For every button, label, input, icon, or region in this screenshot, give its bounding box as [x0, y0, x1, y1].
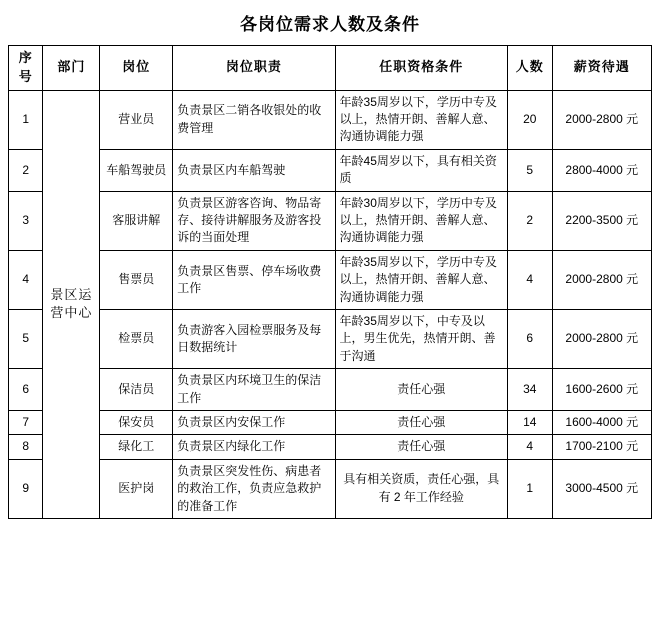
- cell-pay: 1700-2100 元: [552, 435, 651, 459]
- cell-post: 检票员: [100, 309, 173, 368]
- cell-count: 4: [507, 435, 552, 459]
- cell-index: 8: [9, 435, 43, 459]
- column-header-department: 部门: [43, 46, 100, 91]
- column-header-duty: 岗位职责: [173, 46, 335, 91]
- cell-duty: 负责景区售票、停车场收费工作: [173, 250, 335, 309]
- cell-pay: 1600-4000 元: [552, 410, 651, 434]
- table-row: [9, 435, 652, 459]
- column-header-count: 人数: [507, 46, 552, 91]
- table-row: [9, 191, 652, 250]
- cell-count: 14: [507, 410, 552, 434]
- department-label: 景区运营中心: [50, 287, 93, 320]
- cell-index: 9: [9, 459, 43, 518]
- cell-index: 1: [9, 90, 43, 149]
- cell-pay: 3000-4500 元: [552, 459, 651, 518]
- table-row: [9, 369, 652, 411]
- page-title: 各岗位需求人数及条件: [240, 15, 420, 34]
- table-header-row: [9, 46, 652, 91]
- cell-duty: 负责景区二销各收银处的收费管理: [173, 90, 335, 149]
- cell-requirement: 责任心强: [335, 369, 507, 411]
- cell-post: 绿化工: [100, 435, 173, 459]
- cell-count: 4: [507, 250, 552, 309]
- cell-index: 7: [9, 410, 43, 434]
- cell-post: 营业员: [100, 90, 173, 149]
- cell-department: [43, 90, 100, 518]
- cell-requirement: 年龄35周岁以下，学历中专及以上，热情开朗、善解人意、沟通协调能力强: [335, 90, 507, 149]
- cell-requirement: 年龄35周岁以下，学历中专及以上，热情开朗、善解人意、沟通协调能力强: [335, 250, 507, 309]
- cell-post: 医护岗: [100, 459, 173, 518]
- cell-requirement: 具有相关资质，责任心强，具有 2 年工作经验: [335, 459, 507, 518]
- cell-duty: 负责景区内安保工作: [173, 410, 335, 434]
- cell-count: 1: [507, 459, 552, 518]
- cell-post: 售票员: [100, 250, 173, 309]
- cell-post: 客服讲解: [100, 191, 173, 250]
- column-header-pay: 薪资待遇: [552, 46, 651, 91]
- cell-count: 34: [507, 369, 552, 411]
- table-row: [9, 90, 652, 149]
- cell-requirement: 年龄45周岁以下，具有相关资质: [335, 149, 507, 191]
- cell-duty: 负责景区突发性伤、病患者的救治工作，负责应急救护的准备工作: [173, 459, 335, 518]
- cell-requirement: 年龄30周岁以下，学历中专及以上，热情开朗、善解人意、沟通协调能力强: [335, 191, 507, 250]
- cell-duty: 负责景区内绿化工作: [173, 435, 335, 459]
- cell-pay: 2000-2800 元: [552, 250, 651, 309]
- cell-duty: 负责景区游客咨询、物品寄存、接待讲解服务及游客投诉的当面处理: [173, 191, 335, 250]
- table-row: [9, 149, 652, 191]
- cell-pay: 2200-3500 元: [552, 191, 651, 250]
- cell-index: 6: [9, 369, 43, 411]
- cell-duty: 负责游客入园检票服务及每日数据统计: [173, 309, 335, 368]
- cell-requirement: 年龄35周岁以下，中专及以上，男生优先，热情开朗、善于沟通: [335, 309, 507, 368]
- cell-post: 保洁员: [100, 369, 173, 411]
- cell-pay: 2000-2800 元: [552, 90, 651, 149]
- column-header-index: 序号: [9, 46, 43, 91]
- cell-index: 5: [9, 309, 43, 368]
- cell-duty: 负责景区内车船驾驶: [173, 149, 335, 191]
- job-requirements-table: [8, 45, 652, 519]
- cell-pay: 2800-4000 元: [552, 149, 651, 191]
- cell-pay: 1600-2600 元: [552, 369, 651, 411]
- table-row: [9, 309, 652, 368]
- cell-requirement: 责任心强: [335, 435, 507, 459]
- cell-count: 5: [507, 149, 552, 191]
- cell-count: 2: [507, 191, 552, 250]
- cell-count: 20: [507, 90, 552, 149]
- cell-index: 2: [9, 149, 43, 191]
- cell-count: 6: [507, 309, 552, 368]
- cell-duty: 负责景区内环境卫生的保洁工作: [173, 369, 335, 411]
- cell-post: 保安员: [100, 410, 173, 434]
- table-row: [9, 410, 652, 434]
- cell-index: 4: [9, 250, 43, 309]
- column-header-requirement: 任职资格条件: [335, 46, 507, 91]
- table-row: [9, 459, 652, 518]
- cell-requirement: 责任心强: [335, 410, 507, 434]
- column-header-post: 岗位: [100, 46, 173, 91]
- table-row: [9, 250, 652, 309]
- document-page: [0, 10, 660, 519]
- cell-pay: 2000-2800 元: [552, 309, 651, 368]
- cell-post: 车船驾驶员: [100, 149, 173, 191]
- cell-index: 3: [9, 191, 43, 250]
